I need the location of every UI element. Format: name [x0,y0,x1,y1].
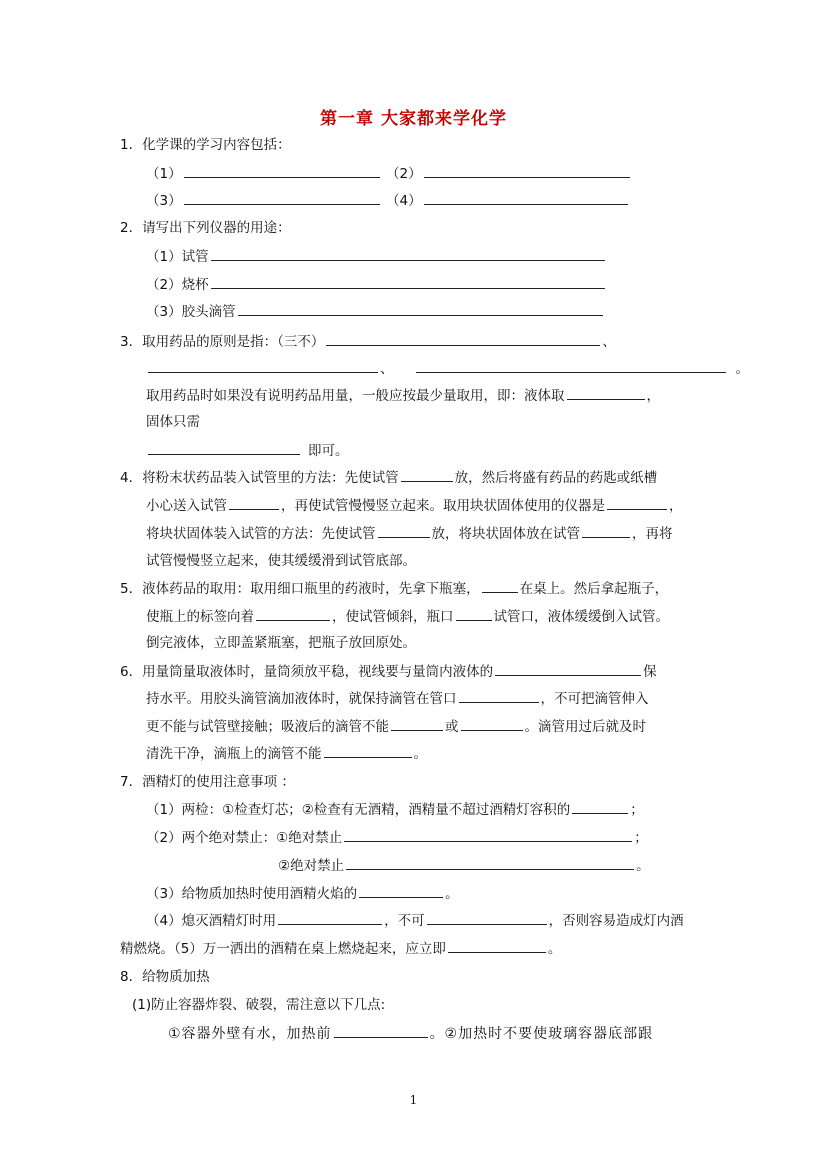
q6-line-3: 更不能与试管壁接触；吸液后的滴管不能 或 。滴管用过后就及时 [146,716,646,737]
q1-item-1: （1） [146,163,382,184]
q7-line-1: （1）两检：①检查灯芯；②检查有无酒精，酒精量不超过酒精灯容积的 ； [146,799,644,820]
q1-item-3: （3） [146,190,382,211]
answer-blank[interactable] [229,495,279,510]
answer-blank[interactable] [401,467,453,482]
q7-line-5: （4）熄灭酒精灯时用 ，不可 ，否则容易造成灯内酒 [146,910,684,931]
answer-blank[interactable] [582,523,630,538]
answer-blank[interactable] [148,358,378,373]
answer-blank[interactable] [326,331,600,346]
page-number: 1 [409,1093,418,1107]
q7-line-3: ②绝对禁止 。 [278,855,650,876]
answer-blank[interactable] [184,163,380,178]
q6-line-2: 持水平。用胶头滴管滴加液体时，就保持滴管在管口 ，不可把滴管伸入 [146,688,649,709]
answer-blank[interactable] [607,495,667,510]
answer-blank[interactable] [448,938,546,953]
question-3-stem: 3．取用药品的原则是指：（三不） 、 [120,331,616,352]
answer-blank[interactable] [256,606,330,621]
q3-line-3: 取用药品时如果没有说明药品用量，一般应按最少量取用，即：液体取 ， [146,385,660,406]
question-1-stem: 1．化学课的学习内容包括： [120,137,291,153]
answer-blank[interactable] [334,1023,428,1038]
answer-blank[interactable] [427,910,547,925]
answer-blank[interactable] [238,301,603,316]
answer-blank[interactable] [324,743,412,758]
chapter-title: 第一章 大家都来学化学 [320,109,507,129]
q5-line-3: 倒完液体，立即盖紧瓶塞，把瓶子放回原处。 [146,635,416,651]
answer-blank[interactable] [346,855,634,870]
question-7-stem: 7．酒精灯的使用注意事项 ： [120,774,295,790]
q4-line-2: 小心送入试管 ，再使试管慢慢竖立起来。取用块状固体使用的仪器是 ， [146,495,683,516]
question-4-line-1: 4．将粉末状药品装入试管里的方法：先使试管 放，然后将盛有药品的药匙或纸槽 [120,467,657,488]
q2-item-2: （2）烧杯 [146,274,607,295]
q2-item-1: （1）试管 [146,246,607,267]
q4-line-3: 将块状固体装入试管的方法：先使试管 放，将块状固体放在试管 ，再将 [146,523,673,544]
q8-line-2: ①容器外壁有水，加热前 。②加热时不要使玻璃容器底部跟 [168,1023,653,1044]
answer-blank[interactable] [567,385,645,400]
answer-blank[interactable] [148,440,300,455]
q3-line-4: 固体只需 [146,414,200,430]
q8-line-1: (1)防止容器炸裂、破裂，需注意以下几点: [132,997,386,1013]
answer-blank[interactable] [359,883,443,898]
answer-blank[interactable] [459,688,539,703]
q3-line-5: 即可。 [146,440,349,461]
q1-item-4: （4） [386,190,630,211]
q7-line-4: （3）给物质加热时使用酒精火焰的 。 [146,883,459,904]
q7-line-6: 精燃烧。（5）万一洒出的酒精在桌上燃烧起来，应立即 。 [120,938,561,959]
q6-line-4: 清洗干净，滴瓶上的滴管不能 。 [146,743,427,764]
answer-blank[interactable] [278,910,382,925]
answer-blank[interactable] [344,827,632,842]
answer-blank[interactable] [424,163,630,178]
answer-blank[interactable] [572,799,628,814]
question-6-line-1: 6．用量筒量取液体时，量筒须放平稳，视线要与量筒内液体的 保 [120,661,657,682]
answer-blank[interactable] [184,190,380,205]
answer-blank[interactable] [211,246,605,261]
answer-blank[interactable] [482,578,518,593]
answer-blank[interactable] [461,716,523,731]
answer-blank[interactable] [391,716,443,731]
q3-line-2: 、 。 [146,358,749,379]
q4-line-4: 试管慢慢竖立起来，使其缓缓滑到试管底部。 [146,553,416,569]
question-5-line-1: 5．液体药品的取用：取用细口瓶里的药液时，先拿下瓶塞， 在桌上。然后拿起瓶子， [120,578,668,599]
answer-blank[interactable] [456,606,492,621]
answer-blank[interactable] [378,523,430,538]
question-2-stem: 2．请写出下列仪器的用途： [120,220,291,236]
q7-line-2: （2）两个绝对禁止：①绝对禁止 ； [146,827,648,848]
answer-blank[interactable] [495,661,641,676]
answer-blank[interactable] [211,274,605,289]
question-8-stem: 8．给物质加热 [120,969,210,985]
answer-blank[interactable] [424,190,628,205]
q5-line-2: 使瓶上的标签向着 ，使试管倾斜，瓶口 试管口，液体缓缓倒入试管。 [146,606,669,627]
q2-item-3: （3）胶头滴管 [146,301,605,322]
q1-item-2: （2） [386,163,632,184]
answer-blank[interactable] [416,358,726,373]
